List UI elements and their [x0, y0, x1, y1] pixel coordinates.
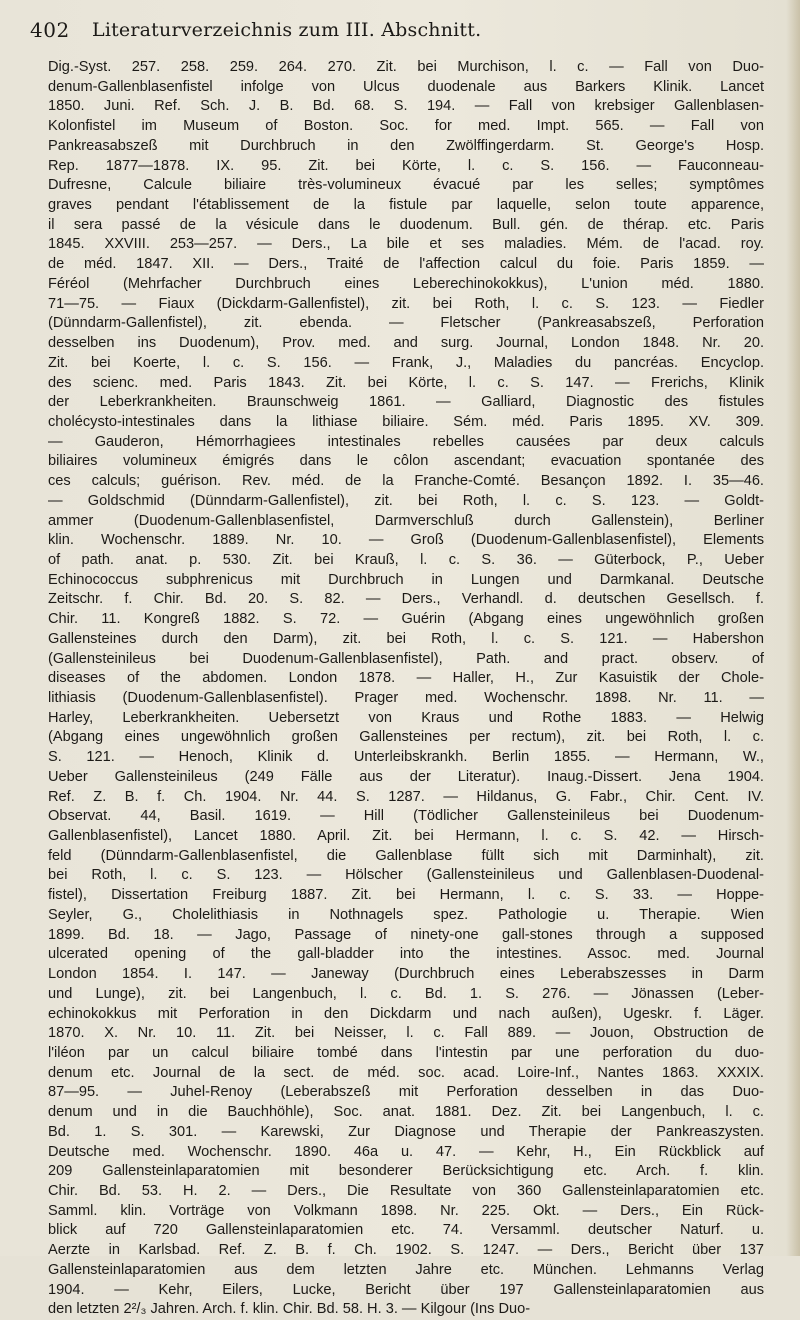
- text-line: Samml. klin. Vorträge von Volkmann 1898. Nr. 225. Okt. — Ders., Ein Rück-: [48, 1202, 764, 1219]
- text-line: Gallensteines durch den Darm), zit. bei Roth, l. c. S. 121. — Habershon: [48, 630, 764, 647]
- text-line: Zeitschr. f. Chir. Bd. 20. S. 82. — Ders., Verhandl. d. deutschen Gesellsch. f.: [48, 591, 764, 608]
- text-line: denum etc. Journal de la sect. de méd. soc. acad. Loire-Inf., Nantes 1863. XXXIX.: [48, 1064, 764, 1081]
- text-line: il sera passé de la vésicule dans le duodenum. Bull. gén. de thérap. etc. Paris: [48, 216, 764, 233]
- text-line: desselben ins Duodenum), Prov. med. and surg. Journal, London 1848. Nr. 20.: [48, 335, 764, 352]
- text-line: — Gauderon, Hémorrhagiees intestinales rebelles causées par deux calculs: [48, 433, 764, 450]
- text-line: Gallenblasenfistel), Lancet 1880. April. Zit. bei Hermann, l. c. S. 42. — Hirsch-: [48, 828, 764, 845]
- text-line: Chir. 11. Kongreß 1882. S. 72. — Guérin (Abgang eines ungewöhnlich großen: [48, 611, 764, 628]
- page-number: 402: [30, 18, 70, 42]
- text-line: graves pendant l'établissement de la fistule par laquelle, selon toute apparence,: [48, 197, 764, 214]
- text-line: Chir. Bd. 53. H. 2. — Ders., Die Resultate von 360 Gallensteinlaparatomien etc.: [48, 1182, 764, 1199]
- text-line: 87—95. — Juhel-Renoy (Leberabszeß mit Perforation desselben in das Duo-: [48, 1084, 764, 1101]
- text-line: l'iléon par un calcul biliaire tombé dans l'intestin par une perforation du duo-: [48, 1044, 764, 1061]
- bibliography-text: [48, 58, 764, 1320]
- text-line: ces calculs; guérison. Rev. méd. de la Franche-Comté. Besançon 1892. I. 35—46.: [48, 473, 764, 490]
- text-line: 1850. Juni. Ref. Sch. J. B. Bd. 68. S. 194. — Fall von krebsiger Gallenblasen-: [48, 98, 764, 115]
- text-line: — Goldschmid (Dünndarm-Gallenfistel), zit. bei Roth, l. c. S. 123. — Goldt-: [48, 492, 764, 509]
- text-line: 71—75. — Fiaux (Dickdarm-Gallenfistel), zit. bei Roth, l. c. S. 123. — Fiedler: [48, 295, 764, 312]
- text-line: 1899. Bd. 18. — Jago, Passage of ninety-one gall-stones through a supposed: [48, 926, 764, 943]
- text-line: Dig.-Syst. 257. 258. 259. 264. 270. Zit. bei Murchison, l. c. — Fall von Duo-: [48, 59, 764, 75]
- text-line: echinokokkus mit Perforation in den Dickdarm und nach außen), Ugeskr. f. Läger.: [48, 1005, 764, 1022]
- text-line: denum-Gallenblasenfistel infolge von Ulcus duodenale aus Barkers Klinik. Lancet: [48, 78, 764, 95]
- text-line: de méd. 1847. XII. — Ders., Traité de l'affection calcul du foie. Paris 1859. —: [48, 256, 764, 273]
- text-line: klin. Wochenschr. 1889. Nr. 10. — Groß (Duodenum-Gallenblasenfistel), Elements: [48, 532, 764, 549]
- text-line: London 1854. I. 147. — Janeway (Durchbruch eines Leberabszesses in Darm: [48, 966, 764, 983]
- text-line: 1870. X. Nr. 10. 11. Zit. bei Neisser, l. c. Fall 889. — Jouon, Obstruction de: [48, 1025, 764, 1042]
- text-line: (Dünndarm-Gallenfistel), zit. ebenda. — Fletscher (Pankreasabszeß, Perforation: [48, 315, 764, 332]
- text-line: blick auf 720 Gallensteinlaparatomien etc. 74. Versamml. deutscher Naturf. u.: [48, 1222, 764, 1239]
- text-line: den letzten 2²/₃ Jahren. Arch. f. klin. Chir. Bd. 58. H. 3. — Kilgour (Ins Duo-: [48, 1301, 531, 1318]
- text-line: Observat. 44, Basil. 1619. — Hill (Tödlicher Gallensteinileus bei Duodenum-: [48, 808, 764, 825]
- text-line: 1845. XXVIII. 253—257. — Ders., La bile et ses maladies. Mém. de l'acad. roy.: [48, 236, 764, 253]
- text-line: des scienc. med. Paris 1843. Zit. bei Körte, l. c. S. 147. — Frerichs, Klinik: [48, 374, 764, 391]
- text-line: Féréol (Mehrfacher Durchbruch eines Leberechinokokkus), L'union méd. 1880.: [48, 275, 764, 292]
- text-line: Bd. 1. S. 301. — Karewski, Zur Diagnose und Therapie der Pankreaszysten.: [48, 1123, 764, 1140]
- text-line: der Leberkrankheiten. Braunschweig 1861. — Galliard, Diagnostic des fistules: [48, 394, 764, 411]
- text-line: ulcerated opening of the gall-bladder into the intestines. Assoc. med. Journal: [48, 946, 764, 963]
- text-line: Harley, Leberkrankheiten. Uebersetzt von Kraus und Rothe 1883. — Helwig: [48, 709, 764, 726]
- text-line: und Lunge), zit. bei Langenbuch, l. c. Bd. 1. S. 276. — Jönassen (Leber-: [48, 985, 764, 1002]
- page-edge-shadow: [786, 0, 800, 1256]
- text-line: diseases of the abdomen. London 1878. — Haller, H., Zur Kasuistik der Chole-: [48, 670, 764, 687]
- text-line: bei Roth, l. c. S. 123. — Hölscher (Gallensteinileus und Gallenblasen-Duodenal-: [48, 867, 764, 884]
- text-line: Pankreasabszeß mit Durchbruch in den Zwölffingerdarm. St. George's Hosp.: [48, 137, 764, 154]
- page-header: [30, 18, 770, 44]
- text-line: biliaires volumineux émigrés dans le côlon ascendant; evacuation spontanée des: [48, 453, 764, 470]
- text-line: Echinococcus subphrenicus mit Durchbruch in Lungen und Darmkanal. Deutsche: [48, 571, 764, 588]
- text-line: cholécysto-intestinales dans la lithiase biliaire. Sém. méd. Paris 1895. XV. 309.: [48, 413, 764, 430]
- text-line: Aerzte in Karlsbad. Ref. Z. B. f. Ch. 1902. S. 1247. — Ders., Bericht über 137: [48, 1242, 764, 1259]
- text-line: Ref. Z. B. f. Ch. 1904. Nr. 44. S. 1287. — Hildanus, G. Fabr., Chir. Cent. IV.: [48, 788, 764, 805]
- text-line: Deutsche med. Wochenschr. 1890. 46a u. 47. — Kehr, H., Ein Rückblick auf: [48, 1143, 764, 1160]
- text-line: fistel), Dissertation Freiburg 1887. Zit. bei Hermann, l. c. S. 33. — Hoppe-: [48, 887, 764, 904]
- text-line: 209 Gallensteinlaparatomien mit besonderer Berücksichtigung etc. Arch. f. klin.: [48, 1163, 764, 1180]
- text-line: Ueber Gallensteinileus (249 Fälle aus der Literatur). Inaug.-Dissert. Jena 1904.: [48, 768, 764, 785]
- running-head: Literaturverzeichnis zum III. Abschnitt.: [92, 19, 482, 41]
- text-line: Rep. 1877—1878. IX. 95. Zit. bei Körte, l. c. S. 156. — Fauconneau-: [48, 157, 764, 174]
- text-line: denum und in die Bauchhöhle), Soc. anat. 1881. Dez. Zit. bei Langenbuch, l. c.: [48, 1104, 764, 1121]
- text-line: Zit. bei Koerte, l. c. S. 156. — Frank, J., Maladies du pancréas. Encyclop.: [48, 354, 764, 371]
- text-line: of path. anat. p. 530. Zit. bei Krauß, l. c. S. 36. — Güterbock, P., Ueber: [48, 551, 764, 568]
- text-line: S. 121. — Henoch, Klinik d. Unterleibskrankh. Berlin 1855. — Hermann, W.,: [48, 749, 764, 766]
- text-line: (Abgang eines ungewöhnlich großen Gallensteines per rectum), zit. bei Roth, l. c.: [48, 729, 764, 746]
- text-line: 1904. — Kehr, Eilers, Lucke, Bericht über 197 Gallensteinlaparatomien aus: [48, 1281, 764, 1298]
- text-line: Seyler, G., Cholelithiasis in Nothnagels spez. Pathologie u. Therapie. Wien: [48, 906, 764, 923]
- text-line: (Gallensteinileus bei Duodenum-Gallenblasenfistel), Path. and pract. observ. of: [48, 650, 764, 667]
- text-line: Kolonfistel im Museum of Boston. Soc. for med. Impt. 565. — Fall von: [48, 118, 764, 135]
- text-line: lithiasis (Duodenum-Gallenblasenfistel). Prager med. Wochenschr. 1898. Nr. 11. —: [48, 690, 764, 706]
- text-line: Gallensteinlaparatomien aus dem letzten Jahre etc. München. Lehmanns Verlag: [48, 1261, 764, 1278]
- text-line: feld (Dünndarm-Gallenblasenfistel, die Gallenblase füllt sich mit Darminhalt), zit.: [48, 847, 764, 864]
- text-line: Dufresne, Calcule biliaire très-volumineux évacué par les selles; symptômes: [48, 177, 764, 194]
- text-line: ammer (Duodenum-Gallenblasenfistel, Darmverschluß durch Gallenstein), Berliner: [48, 512, 764, 529]
